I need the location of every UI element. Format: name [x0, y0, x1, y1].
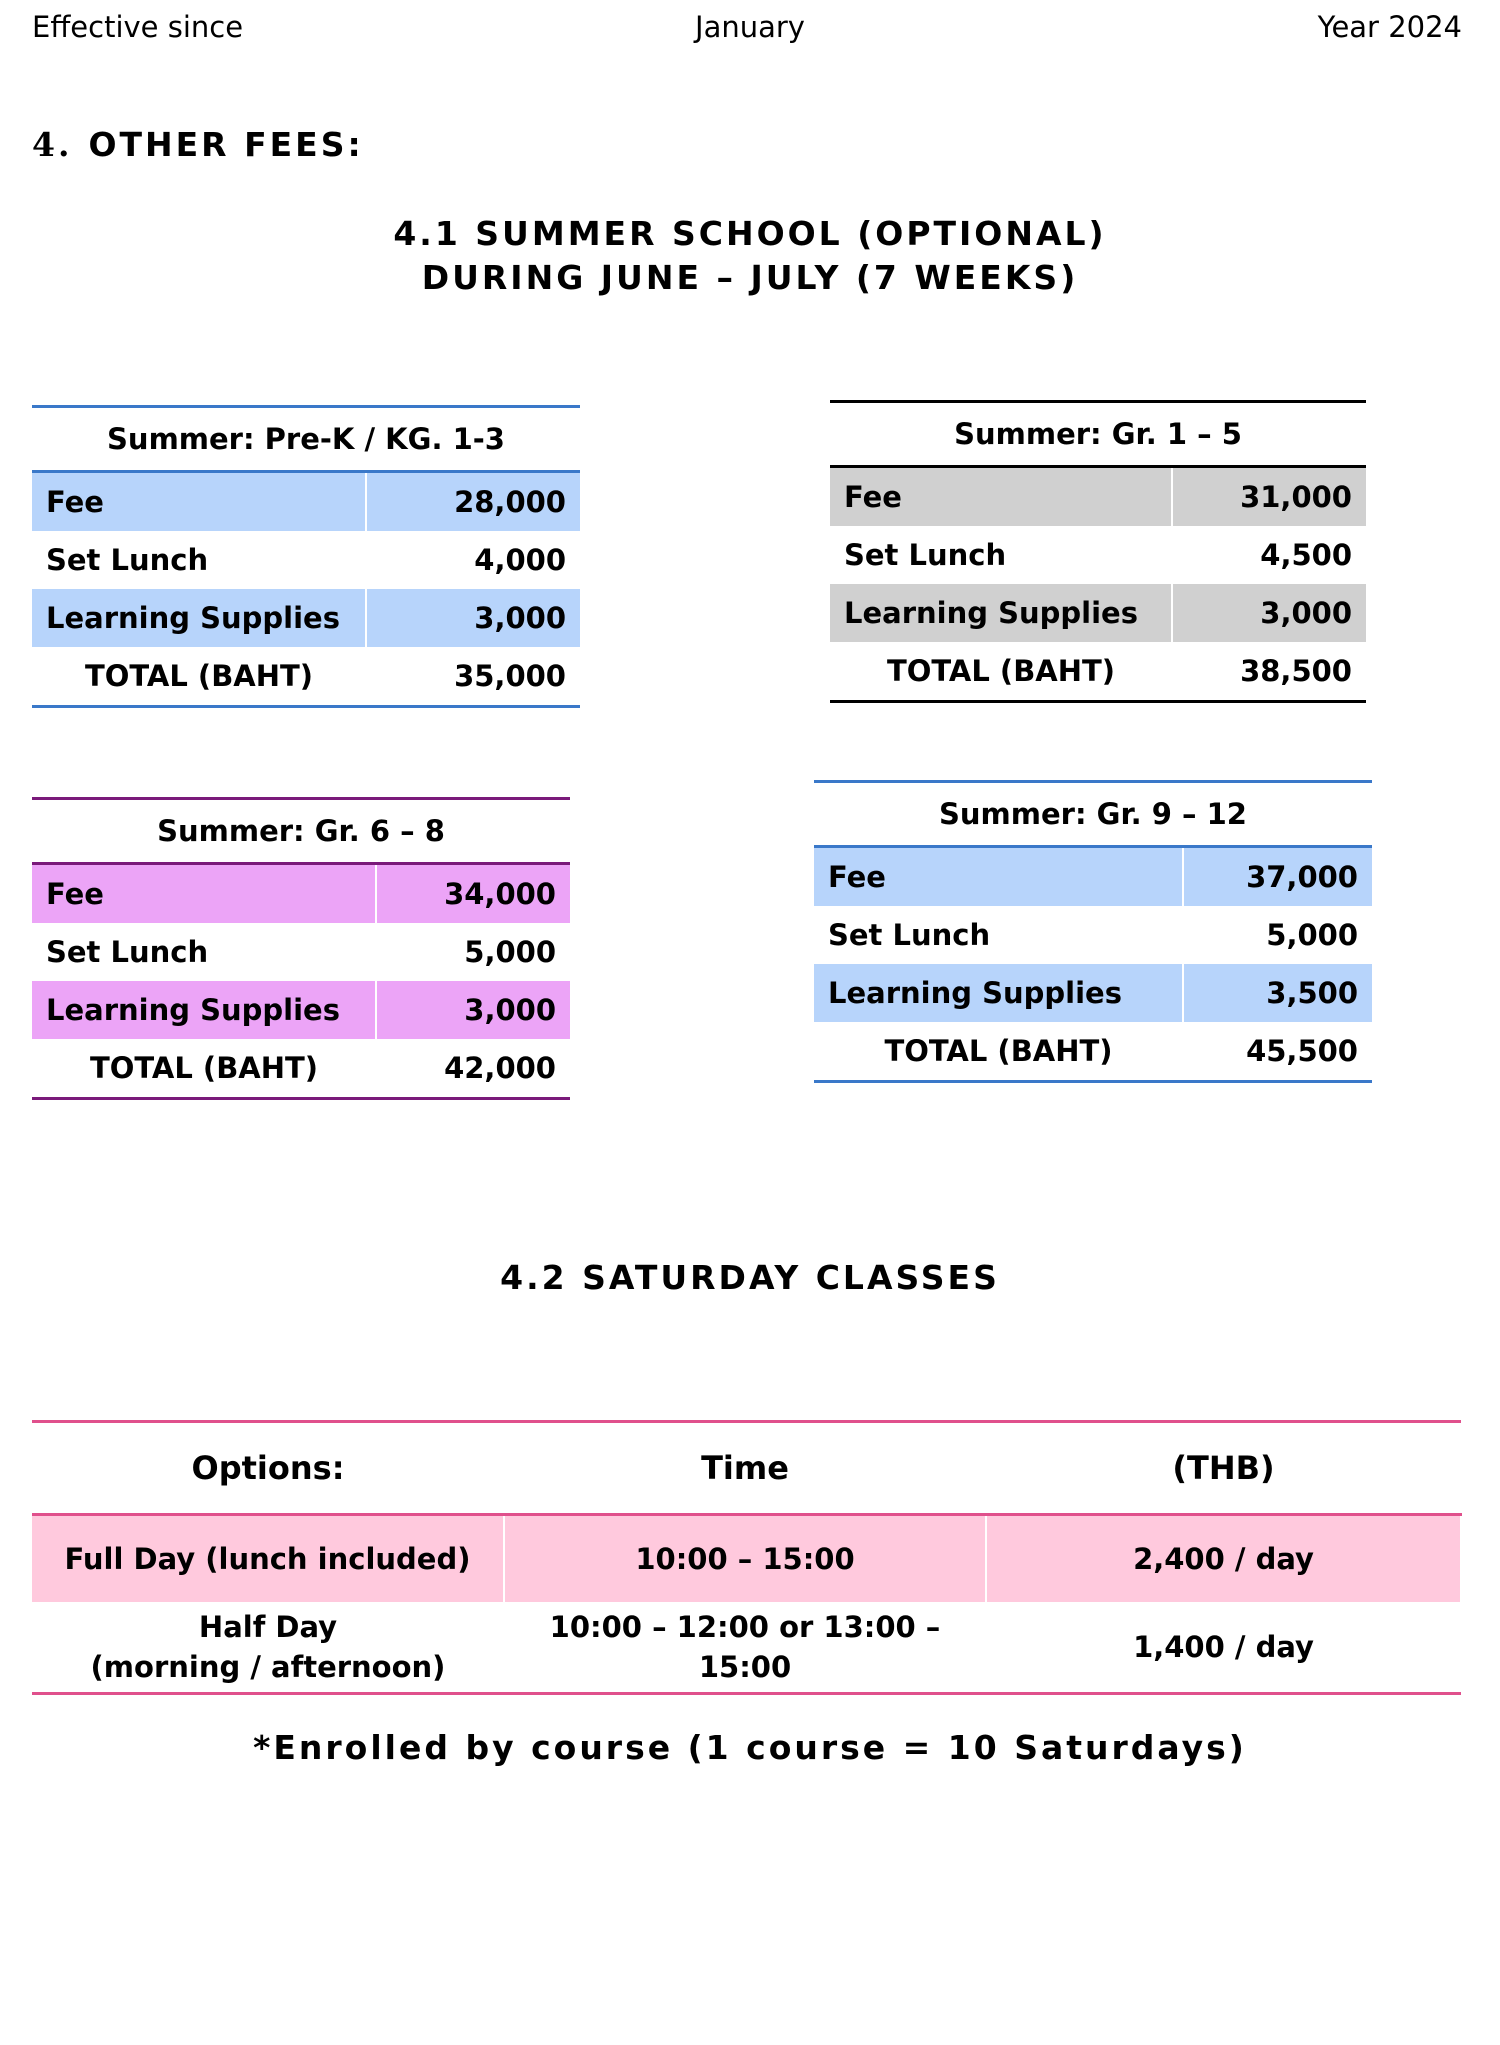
- fee-row-label: Learning Supplies: [32, 981, 376, 1039]
- col-header-price: (THB): [986, 1422, 1461, 1515]
- fee-row-label: Set Lunch: [46, 543, 209, 577]
- fee-row-value: 31,000: [1172, 467, 1366, 527]
- fee-table-gr1-5: [830, 400, 1366, 703]
- table-row: [32, 1515, 1461, 1603]
- fee-row-label: Set Lunch: [844, 538, 1007, 572]
- summer-heading-line1: 4.1 SUMMER SCHOOL (OPTIONAL): [393, 214, 1107, 253]
- time-cell: 10:00 – 12:00 or 13:00 – 15:00: [549, 1610, 941, 1684]
- col-header-time: Time: [504, 1422, 986, 1515]
- fee-total-label: TOTAL (BAHT): [89, 1051, 319, 1085]
- fee-total-label: TOTAL (BAHT): [84, 659, 314, 693]
- fee-row-value: 37,000: [1183, 847, 1372, 907]
- fee-row-label: Set Lunch: [828, 918, 991, 952]
- section-number: 4.: [32, 125, 73, 164]
- fee-total-value: 45,500: [1246, 1034, 1358, 1068]
- fee-row-label: Learning Supplies: [814, 964, 1183, 1022]
- fee-row-label: Fee: [830, 467, 1172, 527]
- summer-heading-line2: DURING JUNE – JULY (7 WEEKS): [421, 258, 1079, 297]
- section-title: [32, 125, 364, 164]
- enrollment-note: *Enrolled by course (1 course = 10 Saturdays): [253, 1728, 1247, 1767]
- fee-row-value: 5,000: [1266, 918, 1358, 952]
- fee-row-value: 4,000: [474, 543, 566, 577]
- fee-row-label: Learning Supplies: [32, 589, 366, 647]
- fee-row-value: 34,000: [376, 864, 570, 924]
- saturday-table: [32, 1420, 1462, 1695]
- fee-total-value: 38,500: [1240, 654, 1352, 688]
- fee-table-title: Summer: Gr. 9 – 12: [939, 797, 1247, 831]
- fee-row-value: 3,500: [1183, 964, 1372, 1022]
- header-month: January: [695, 10, 805, 44]
- fee-table-title: Summer: Gr. 1 – 5: [954, 417, 1242, 451]
- option-line1: Half Day: [198, 1610, 338, 1644]
- fee-total-label: TOTAL (BAHT): [886, 654, 1116, 688]
- header-year: Year 2024: [1317, 10, 1462, 44]
- fee-row-label: Learning Supplies: [830, 584, 1172, 642]
- option-cell: Full Day (lunch included): [32, 1515, 504, 1603]
- fee-total-value: 42,000: [444, 1051, 556, 1085]
- fee-row-value: 3,000: [1172, 584, 1366, 642]
- section-title-text: OTHER FEES:: [88, 125, 364, 164]
- fee-row-value: 3,000: [376, 981, 570, 1039]
- fee-table-prek-kg: [32, 405, 580, 708]
- time-cell: 10:00 – 15:00: [504, 1515, 986, 1603]
- fee-row-value: 5,000: [464, 935, 556, 969]
- fee-row-value: 3,000: [366, 589, 580, 647]
- price-cell: 1,400 / day: [1133, 1630, 1314, 1664]
- table-row: [32, 1602, 1461, 1694]
- fee-row-label: Fee: [32, 472, 366, 532]
- option-cell: [32, 1602, 504, 1694]
- header-effective-since: Effective since: [32, 10, 244, 44]
- fee-row-value: 28,000: [366, 472, 580, 532]
- option-line2: (morning / afternoon): [90, 1650, 446, 1684]
- saturday-heading: 4.2 SATURDAY CLASSES: [500, 1258, 1000, 1297]
- fee-total-value: 35,000: [454, 659, 566, 693]
- fee-table-gr6-8: [32, 797, 570, 1100]
- fee-row-label: Fee: [814, 847, 1183, 907]
- col-header-options: Options:: [32, 1422, 504, 1515]
- price-cell: 2,400 / day: [986, 1515, 1461, 1603]
- fee-row-label: Set Lunch: [46, 935, 209, 969]
- fee-table-gr9-12: [814, 780, 1372, 1083]
- fee-total-label: TOTAL (BAHT): [884, 1034, 1113, 1068]
- fee-table-title: Summer: Gr. 6 – 8: [157, 814, 445, 848]
- fee-table-title: Summer: Pre-K / KG. 1-3: [107, 422, 505, 456]
- fee-row-label: Fee: [32, 864, 376, 924]
- fee-row-value: 4,500: [1260, 538, 1352, 572]
